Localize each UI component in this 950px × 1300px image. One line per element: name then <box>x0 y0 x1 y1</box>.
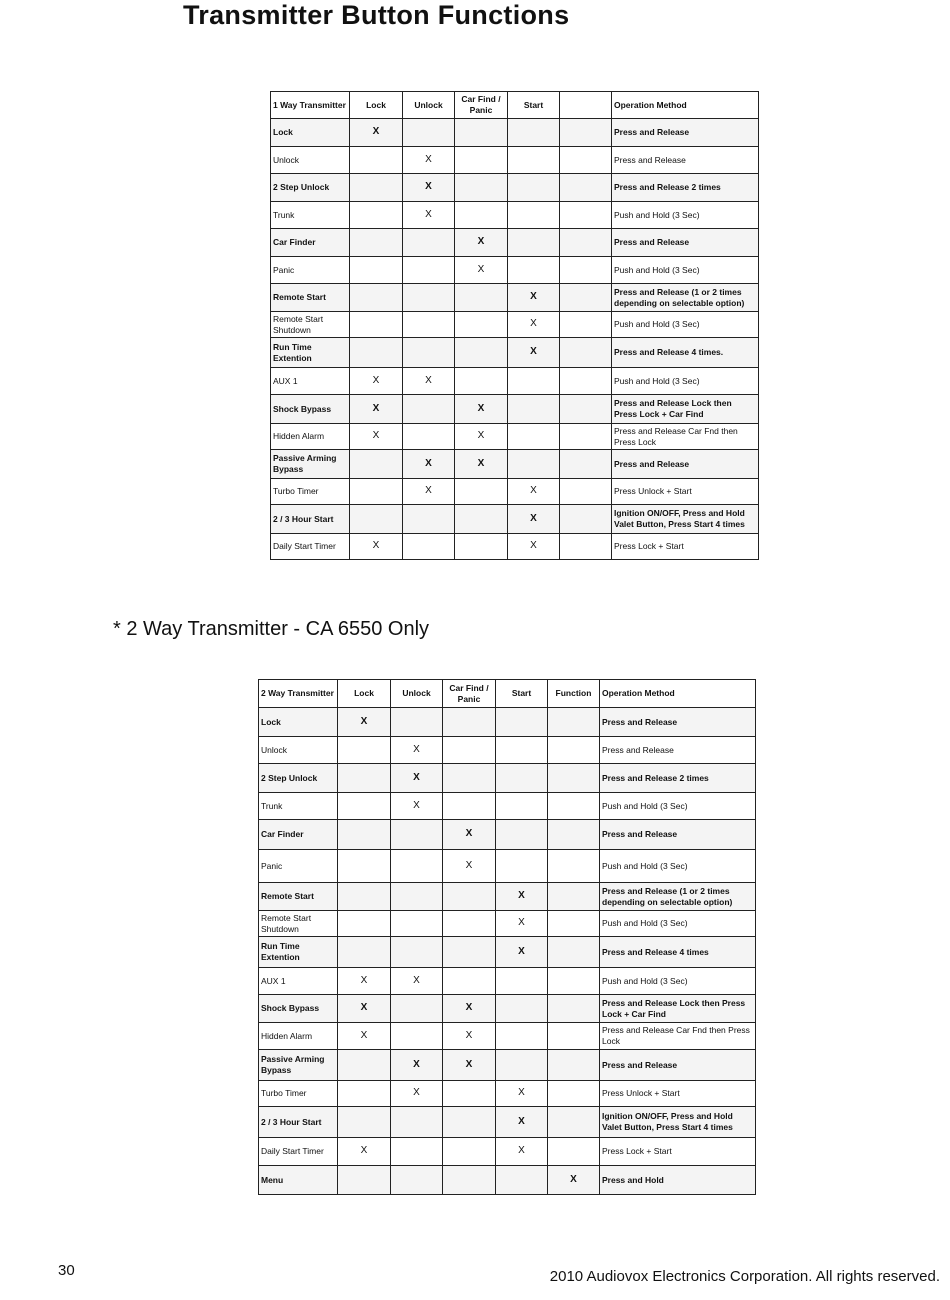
button-mark-cell <box>391 1107 443 1138</box>
function-name: Remote Start Shutdown <box>259 911 338 937</box>
button-mark-cell <box>548 820 600 850</box>
table-row <box>259 911 756 937</box>
button-mark-cell: X <box>403 450 455 479</box>
table-row <box>271 479 759 505</box>
button-mark-cell <box>508 119 560 147</box>
table-row <box>259 793 756 820</box>
operation-method: Push and Hold (3 Sec) <box>612 257 759 284</box>
function-name: Daily Start Timer <box>271 534 350 560</box>
two-way-transmitter-table <box>258 679 756 1195</box>
button-mark-cell <box>548 850 600 883</box>
button-mark-cell <box>496 708 548 737</box>
button-mark-cell <box>391 1023 443 1050</box>
button-mark-cell: X <box>508 338 560 368</box>
button-mark-cell <box>403 534 455 560</box>
function-name: Panic <box>271 257 350 284</box>
button-mark-cell: X <box>455 395 508 424</box>
button-mark-cell <box>560 312 612 338</box>
column-header: Lock <box>350 92 403 119</box>
operation-method: Press and Release 4 times. <box>612 338 759 368</box>
button-mark-cell <box>403 505 455 534</box>
button-mark-cell <box>548 737 600 764</box>
operation-method: Press and Release 4 times <box>600 937 756 968</box>
column-header: Lock <box>338 680 391 708</box>
operation-method: Push and Hold (3 Sec) <box>600 911 756 937</box>
button-mark-cell <box>350 505 403 534</box>
button-mark-cell <box>548 1107 600 1138</box>
function-name: Run Time Extention <box>259 937 338 968</box>
function-name: Unlock <box>271 147 350 174</box>
button-mark-cell <box>560 395 612 424</box>
button-mark-cell <box>548 793 600 820</box>
table-row <box>271 312 759 338</box>
button-mark-cell <box>548 1023 600 1050</box>
function-name: Trunk <box>271 202 350 229</box>
button-mark-cell <box>391 1138 443 1166</box>
button-mark-cell <box>455 479 508 505</box>
button-mark-cell: X <box>338 995 391 1023</box>
column-header: Operation Method <box>612 92 759 119</box>
button-mark-cell: X <box>455 257 508 284</box>
operation-method: Press and Release (1 or 2 times depending on selectable option) <box>612 284 759 312</box>
table-row <box>259 995 756 1023</box>
function-name: Daily Start Timer <box>259 1138 338 1166</box>
button-mark-cell <box>350 479 403 505</box>
button-mark-cell: X <box>496 911 548 937</box>
button-mark-cell <box>548 937 600 968</box>
button-mark-cell <box>560 174 612 202</box>
column-header: Car Find / Panic <box>443 680 496 708</box>
table-row <box>259 968 756 995</box>
button-mark-cell <box>496 1050 548 1081</box>
button-mark-cell <box>350 312 403 338</box>
button-mark-cell <box>560 505 612 534</box>
button-mark-cell <box>508 368 560 395</box>
table-row <box>271 338 759 368</box>
button-mark-cell: X <box>350 424 403 450</box>
function-name: Unlock <box>259 737 338 764</box>
operation-method: Press and Release <box>612 119 759 147</box>
function-name: Run Time Extention <box>271 338 350 368</box>
function-name: 2 Step Unlock <box>271 174 350 202</box>
button-mark-cell <box>560 229 612 257</box>
button-mark-cell <box>508 147 560 174</box>
table-row <box>271 119 759 147</box>
function-name: 2 / 3 Hour Start <box>271 505 350 534</box>
button-mark-cell <box>391 911 443 937</box>
column-header: Start <box>508 92 560 119</box>
button-mark-cell <box>350 229 403 257</box>
function-name: Turbo Timer <box>259 1081 338 1107</box>
button-mark-cell: X <box>548 1166 600 1195</box>
operation-method: Press Unlock + Start <box>612 479 759 505</box>
operation-method: Press and Release <box>600 1050 756 1081</box>
function-name: Shock Bypass <box>271 395 350 424</box>
button-mark-cell: X <box>391 793 443 820</box>
column-header: 2 Way Transmitter <box>259 680 338 708</box>
button-mark-cell: X <box>496 1138 548 1166</box>
button-mark-cell <box>548 1138 600 1166</box>
button-mark-cell <box>560 424 612 450</box>
function-name: AUX 1 <box>271 368 350 395</box>
button-mark-cell <box>391 995 443 1023</box>
button-mark-cell: X <box>391 737 443 764</box>
button-mark-cell <box>391 850 443 883</box>
two-way-transmitter-note: * 2 Way Transmitter - CA 6550 Only <box>113 618 430 640</box>
button-mark-cell <box>338 850 391 883</box>
button-mark-cell <box>496 820 548 850</box>
button-mark-cell <box>403 257 455 284</box>
button-mark-cell: X <box>350 119 403 147</box>
table-row <box>271 257 759 284</box>
column-header: Unlock <box>391 680 443 708</box>
button-mark-cell <box>560 119 612 147</box>
operation-method: Press Unlock + Start <box>600 1081 756 1107</box>
button-mark-cell <box>496 764 548 793</box>
function-name: Lock <box>271 119 350 147</box>
operation-method: Push and Hold (3 Sec) <box>612 202 759 229</box>
button-mark-cell <box>508 424 560 450</box>
function-name: Car Finder <box>259 820 338 850</box>
page-number: 30 <box>58 1262 75 1279</box>
button-mark-cell: X <box>403 368 455 395</box>
button-mark-cell: X <box>508 534 560 560</box>
button-mark-cell: X <box>455 450 508 479</box>
button-mark-cell <box>455 368 508 395</box>
table-row <box>271 534 759 560</box>
button-mark-cell: X <box>391 968 443 995</box>
operation-method: Press and Release 2 times <box>600 764 756 793</box>
function-name: Hidden Alarm <box>259 1023 338 1050</box>
button-mark-cell <box>496 1166 548 1195</box>
button-mark-cell <box>338 911 391 937</box>
table-row <box>259 850 756 883</box>
button-mark-cell <box>403 395 455 424</box>
button-mark-cell <box>403 119 455 147</box>
button-mark-cell <box>560 202 612 229</box>
button-mark-cell: X <box>338 1138 391 1166</box>
column-header <box>560 92 612 119</box>
table-row <box>271 229 759 257</box>
button-mark-cell <box>548 1050 600 1081</box>
button-mark-cell <box>338 793 391 820</box>
button-mark-cell <box>350 257 403 284</box>
header-row <box>259 680 756 708</box>
button-mark-cell <box>350 147 403 174</box>
button-mark-cell <box>443 911 496 937</box>
table-row <box>259 883 756 911</box>
button-mark-cell <box>403 424 455 450</box>
button-mark-cell <box>443 968 496 995</box>
button-mark-cell: X <box>443 1023 496 1050</box>
button-mark-cell <box>560 479 612 505</box>
function-name: Remote Start <box>271 284 350 312</box>
operation-method: Press Lock + Start <box>600 1138 756 1166</box>
button-mark-cell <box>350 174 403 202</box>
operation-method: Push and Hold (3 Sec) <box>600 850 756 883</box>
button-mark-cell <box>560 368 612 395</box>
button-mark-cell <box>508 257 560 284</box>
operation-method: Ignition ON/OFF, Press and Hold Valet Button, Press Start 4 times <box>612 505 759 534</box>
button-mark-cell: X <box>403 479 455 505</box>
operation-method: Push and Hold (3 Sec) <box>612 312 759 338</box>
button-mark-cell <box>350 450 403 479</box>
table-row <box>271 284 759 312</box>
button-mark-cell <box>508 174 560 202</box>
table-row <box>259 1023 756 1050</box>
operation-method: Push and Hold (3 Sec) <box>600 793 756 820</box>
button-mark-cell <box>391 883 443 911</box>
button-mark-cell: X <box>496 1107 548 1138</box>
button-mark-cell <box>508 229 560 257</box>
table-row <box>259 708 756 737</box>
button-mark-cell <box>391 708 443 737</box>
button-mark-cell <box>496 737 548 764</box>
copyright-notice: 2010 Audiovox Electronics Corporation. All rights reserved. <box>549 1268 940 1285</box>
button-mark-cell <box>455 202 508 229</box>
function-name: Trunk <box>259 793 338 820</box>
button-mark-cell <box>443 883 496 911</box>
button-mark-cell <box>455 534 508 560</box>
button-mark-cell <box>338 820 391 850</box>
button-mark-cell <box>443 1138 496 1166</box>
button-mark-cell: X <box>443 820 496 850</box>
function-name: Shock Bypass <box>259 995 338 1023</box>
column-header: Function <box>548 680 600 708</box>
button-mark-cell <box>496 793 548 820</box>
table-row <box>259 1107 756 1138</box>
button-mark-cell: X <box>496 883 548 911</box>
button-mark-cell <box>560 257 612 284</box>
operation-method: Ignition ON/OFF, Press and Hold Valet Button, Press Start 4 times <box>600 1107 756 1138</box>
button-mark-cell <box>338 883 391 911</box>
operation-method: Press and Release Lock then Press Lock + Car Find <box>600 995 756 1023</box>
button-mark-cell: X <box>350 368 403 395</box>
table-row <box>271 147 759 174</box>
button-mark-cell: X <box>350 534 403 560</box>
button-mark-cell <box>496 850 548 883</box>
function-name: Panic <box>259 850 338 883</box>
button-mark-cell: X <box>443 1050 496 1081</box>
button-mark-cell <box>496 995 548 1023</box>
button-mark-cell <box>548 883 600 911</box>
button-mark-cell <box>338 1050 391 1081</box>
operation-method: Press and Release <box>600 708 756 737</box>
table-row <box>259 820 756 850</box>
button-mark-cell <box>548 995 600 1023</box>
button-mark-cell <box>455 312 508 338</box>
function-name: Passive Arming Bypass <box>259 1050 338 1081</box>
header-row <box>271 92 759 119</box>
button-mark-cell <box>560 534 612 560</box>
table-row <box>259 764 756 793</box>
button-mark-cell <box>560 338 612 368</box>
button-mark-cell: X <box>338 1023 391 1050</box>
column-header: Start <box>496 680 548 708</box>
one-way-transmitter-table <box>270 91 759 560</box>
column-header: Car Find / Panic <box>455 92 508 119</box>
button-mark-cell: X <box>403 202 455 229</box>
column-header: Unlock <box>403 92 455 119</box>
button-mark-cell <box>548 1081 600 1107</box>
table-row <box>271 202 759 229</box>
button-mark-cell <box>496 968 548 995</box>
function-name: Car Finder <box>271 229 350 257</box>
table-row <box>259 1050 756 1081</box>
button-mark-cell: X <box>391 764 443 793</box>
button-mark-cell <box>443 937 496 968</box>
table-row <box>271 368 759 395</box>
button-mark-cell: X <box>443 995 496 1023</box>
button-mark-cell <box>508 450 560 479</box>
button-mark-cell <box>338 764 391 793</box>
operation-method: Press and Release <box>612 229 759 257</box>
button-mark-cell <box>560 284 612 312</box>
button-mark-cell <box>508 395 560 424</box>
table-row <box>259 937 756 968</box>
button-mark-cell <box>560 147 612 174</box>
button-mark-cell <box>338 1166 391 1195</box>
button-mark-cell: X <box>391 1081 443 1107</box>
operation-method: Press and Hold <box>600 1166 756 1195</box>
operation-method: Press and Release Lock then Press Lock + Car Find <box>612 395 759 424</box>
button-mark-cell: X <box>496 937 548 968</box>
button-mark-cell <box>350 284 403 312</box>
button-mark-cell <box>443 1081 496 1107</box>
operation-method: Push and Hold (3 Sec) <box>612 368 759 395</box>
function-name: Hidden Alarm <box>271 424 350 450</box>
operation-method: Press and Release Car Fnd then Press Lock <box>612 424 759 450</box>
button-mark-cell: X <box>403 174 455 202</box>
column-header: Operation Method <box>600 680 756 708</box>
operation-method: Press and Release 2 times <box>612 174 759 202</box>
table-row <box>271 450 759 479</box>
button-mark-cell <box>443 708 496 737</box>
button-mark-cell <box>350 202 403 229</box>
function-name: Passive Arming Bypass <box>271 450 350 479</box>
table-row <box>259 1138 756 1166</box>
operation-method: Push and Hold (3 Sec) <box>600 968 756 995</box>
table-row <box>259 1166 756 1195</box>
function-name: 2 Step Unlock <box>259 764 338 793</box>
operation-method: Press and Release (1 or 2 times depending on selectable option) <box>600 883 756 911</box>
button-mark-cell <box>455 119 508 147</box>
function-name: 2 / 3 Hour Start <box>259 1107 338 1138</box>
button-mark-cell: X <box>403 147 455 174</box>
button-mark-cell <box>391 1166 443 1195</box>
column-header: 1 Way Transmitter <box>271 92 350 119</box>
button-mark-cell <box>443 1166 496 1195</box>
button-mark-cell <box>548 708 600 737</box>
button-mark-cell <box>350 338 403 368</box>
operation-method: Press and Release <box>612 450 759 479</box>
button-mark-cell <box>338 937 391 968</box>
button-mark-cell: X <box>508 312 560 338</box>
button-mark-cell <box>338 737 391 764</box>
button-mark-cell <box>403 312 455 338</box>
button-mark-cell <box>443 793 496 820</box>
button-mark-cell: X <box>508 505 560 534</box>
button-mark-cell <box>455 338 508 368</box>
function-name: Remote Start <box>259 883 338 911</box>
table-row <box>271 505 759 534</box>
button-mark-cell: X <box>508 284 560 312</box>
button-mark-cell <box>338 1081 391 1107</box>
button-mark-cell <box>403 229 455 257</box>
button-mark-cell <box>443 737 496 764</box>
button-mark-cell <box>508 202 560 229</box>
button-mark-cell <box>496 1023 548 1050</box>
function-name: Lock <box>259 708 338 737</box>
button-mark-cell <box>455 284 508 312</box>
function-name: Remote Start Shutdown <box>271 312 350 338</box>
operation-method: Press and Release <box>600 737 756 764</box>
button-mark-cell <box>338 1107 391 1138</box>
button-mark-cell: X <box>455 229 508 257</box>
button-mark-cell <box>548 764 600 793</box>
operation-method: Press and Release Car Fnd then Press Lock <box>600 1023 756 1050</box>
function-name: Turbo Timer <box>271 479 350 505</box>
button-mark-cell <box>455 174 508 202</box>
button-mark-cell: X <box>350 395 403 424</box>
table-row <box>271 395 759 424</box>
button-mark-cell <box>455 505 508 534</box>
button-mark-cell <box>403 338 455 368</box>
button-mark-cell <box>455 147 508 174</box>
button-mark-cell <box>548 911 600 937</box>
operation-method: Press and Release <box>600 820 756 850</box>
button-mark-cell <box>560 450 612 479</box>
button-mark-cell: X <box>338 968 391 995</box>
button-mark-cell: X <box>391 1050 443 1081</box>
button-mark-cell <box>391 937 443 968</box>
table-row <box>259 737 756 764</box>
operation-method: Press Lock + Start <box>612 534 759 560</box>
button-mark-cell: X <box>455 424 508 450</box>
button-mark-cell <box>391 820 443 850</box>
button-mark-cell <box>403 284 455 312</box>
table-row <box>271 424 759 450</box>
button-mark-cell <box>443 764 496 793</box>
button-mark-cell: X <box>443 850 496 883</box>
button-mark-cell: X <box>496 1081 548 1107</box>
button-mark-cell <box>548 968 600 995</box>
button-mark-cell: X <box>508 479 560 505</box>
table-row <box>271 174 759 202</box>
page-title: Transmitter Button Functions <box>183 0 570 30</box>
button-mark-cell: X <box>338 708 391 737</box>
table-row <box>259 1081 756 1107</box>
function-name: AUX 1 <box>259 968 338 995</box>
function-name: Menu <box>259 1166 338 1195</box>
button-mark-cell <box>443 1107 496 1138</box>
operation-method: Press and Release <box>612 147 759 174</box>
